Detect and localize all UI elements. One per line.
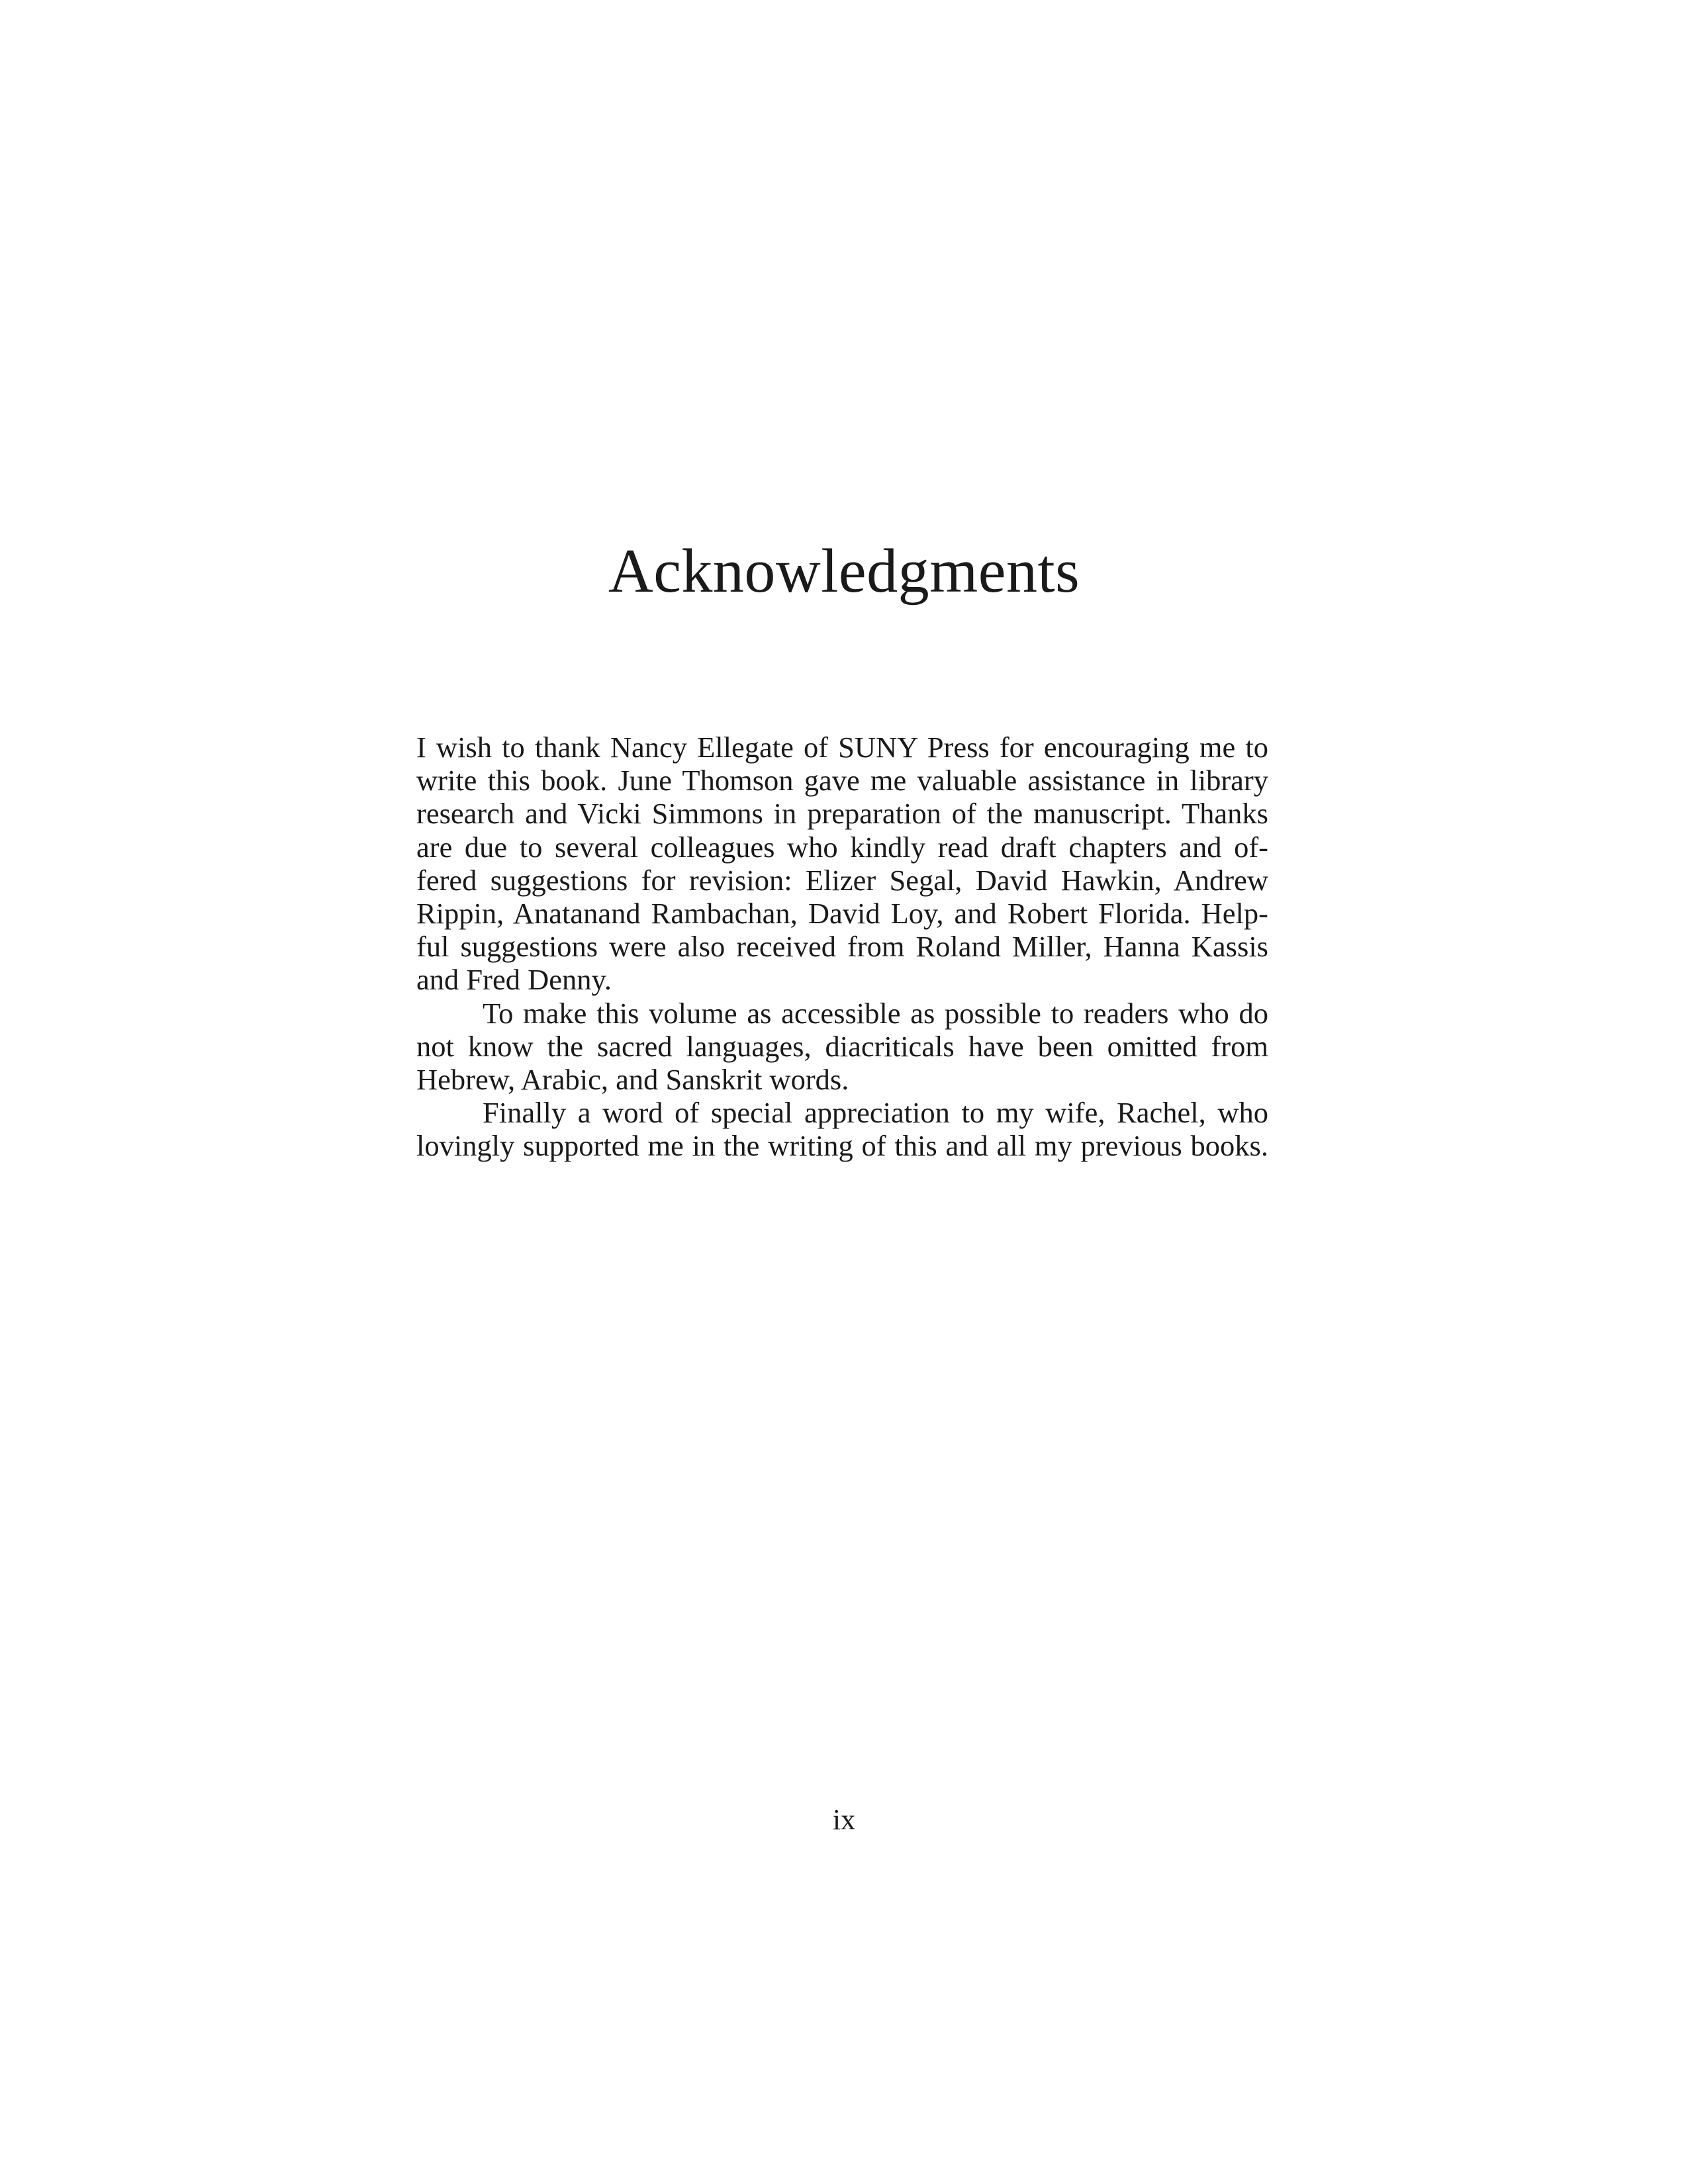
paragraph-diacriticals	[416, 997, 1268, 1097]
text-line: research and Vicki Simmons in preparation of the manuscript. Thanks	[416, 797, 1268, 831]
text-line: Rippin, Anatanand Rambachan, David Loy, and Robert Florida. Help-	[416, 896, 1268, 930]
text-line: and Fred Denny.	[416, 963, 612, 997]
paragraph-appreciation	[416, 1096, 1268, 1162]
page-title: Acknowledgments	[608, 537, 1080, 606]
page-number: ix	[832, 1803, 856, 1836]
text-line: Hebrew, Arabic, and Sanskrit words.	[416, 1062, 849, 1096]
text-line: I wish to thank Nancy Ellegate of SUNY Press for encouraging me to	[416, 731, 1268, 764]
paragraph-thanks	[416, 731, 1268, 997]
text-line: fered suggestions for revision: Elizer Segal, David Hawkin, Andrew	[416, 863, 1268, 897]
text-line: ful suggestions were also received from Roland Miller, Hanna Kassis	[416, 930, 1268, 964]
text-line: lovingly supported me in the writing of this and all my previous books.	[416, 1129, 1268, 1163]
text-line: To make this volume as accessible as possible to readers who do	[483, 996, 1268, 1030]
text-line: Finally a word of special appreciation to my wife, Rachel, who	[483, 1096, 1268, 1130]
text-line: not know the sacred languages, diacriticals have been omitted from	[416, 1029, 1268, 1063]
text-line: are due to several colleagues who kindly read draft chapters and of-	[416, 830, 1268, 864]
acknowledgments-body	[416, 731, 1268, 1162]
text-line: write this book. June Thomson gave me valuable assistance in library	[416, 764, 1268, 797]
